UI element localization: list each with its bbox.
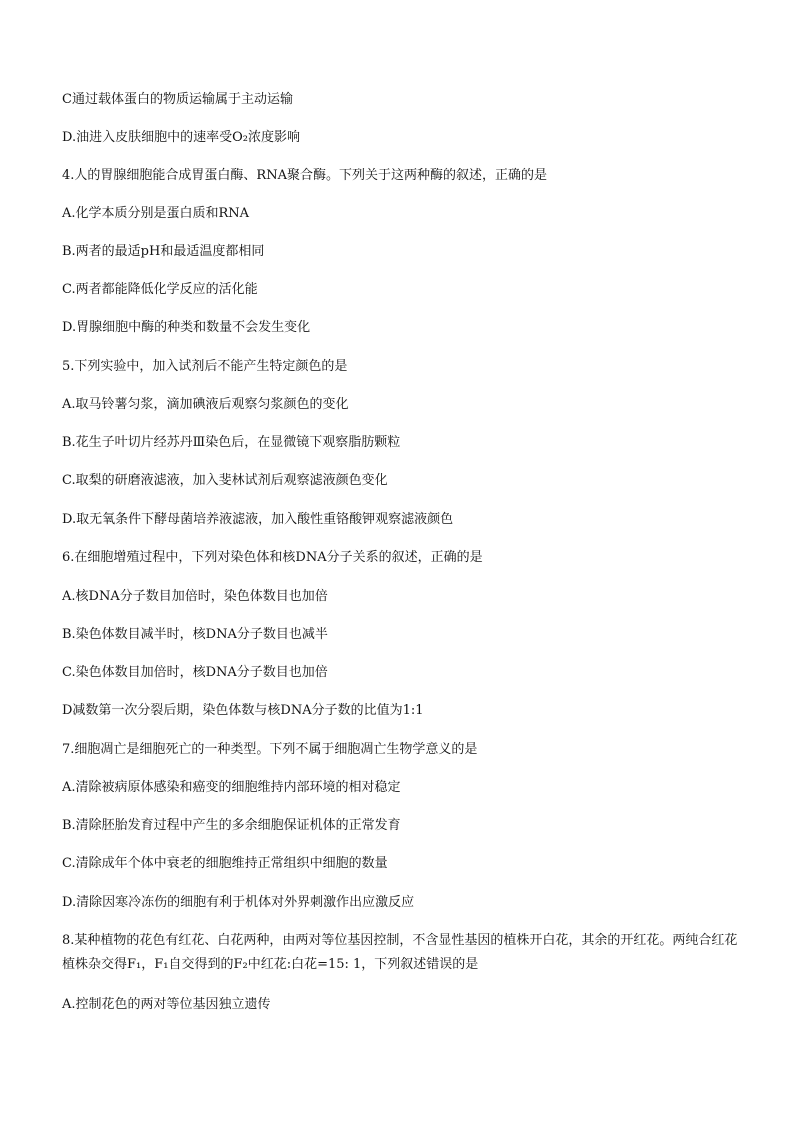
question-5: 5.下列实验中，加入试剂后不能产生特定颜色的是 [62,359,348,374]
option-d-q6: D减数第一次分裂后期，染色体数与核DNA分子数的比值为1:1 [62,703,424,718]
option-b-q5: B.花生子叶切片经苏丹Ⅲ染色后，在显微镜下观察脂肪颗粒 [62,435,401,450]
option-a-q7: A.清除被病原体感染和癌变的细胞维持内部环境的相对稳定 [62,780,401,795]
option-b-q4: B.两者的最适pH和最适温度都相同 [62,244,265,259]
question-4: 4.人的胃腺细胞能合成胃蛋白酶、RNA聚合酶。下列关于这两种酶的叙述，正确的是 [62,168,547,183]
option-d-q5: D.取无氧条件下酵母菌培养液滤液，加入酸性重铬酸钾观察滤液颜色 [62,512,454,527]
option-d-q7: D.清除因寒冷冻伤的细胞有利于机体对外界刺激作出应激反应 [62,895,415,910]
option-c-q6: C.染色体数目加倍时，核DNA分子数目也加倍 [62,665,328,680]
option-c-q5: C.取梨的研磨液滤液，加入斐林试剂后观察滤液颜色变化 [62,473,388,488]
option-a-q6: A.核DNA分子数目加倍时，染色体数目也加倍 [62,589,328,604]
option-d-q3: D.油进入皮肤细胞中的速率受O₂浓度影响 [62,130,300,145]
question-6: 6.在细胞增殖过程中，下列对染色体和核DNA分子关系的叙述，正确的是 [62,550,483,565]
option-a-q4: A.化学本质分别是蛋白质和RNA [62,206,250,221]
option-b-q7: B.清除胚胎发育过程中产生的多余细胞保证机体的正常发育 [62,818,401,833]
option-b-q6: B.染色体数目减半时，核DNA分子数目也减半 [62,627,328,642]
question-7: 7.细胞凋亡是细胞死亡的一种类型。下列不属于细胞凋亡生物学意义的是 [62,742,478,757]
option-c-q4: C.两者都能降低化学反应的活化能 [62,282,258,297]
option-a-q5: A.取马铃薯匀浆，滴加碘液后观察匀浆颜色的变化 [62,397,349,412]
option-c-q3: C通过载体蛋白的物质运输属于主动运输 [62,92,293,107]
option-a-q8: A.控制花色的两对等位基因独立遗传 [62,997,271,1012]
question-8: 8.某种植物的花色有红花、白花两种，由两对等位基因控制，不含显性基因的植株开白花，其余的开红花。两纯合红花植株杂交得F₁，F₁自交得到的F₂中红花:白花=15: 1，下列叙述错误的是 [62,933,738,972]
option-c-q7: C.清除成年个体中衰老的细胞维持正常组织中细胞的数量 [62,856,388,871]
option-d-q4: D.胃腺细胞中酶的种类和数量不会发生变化 [62,320,311,335]
